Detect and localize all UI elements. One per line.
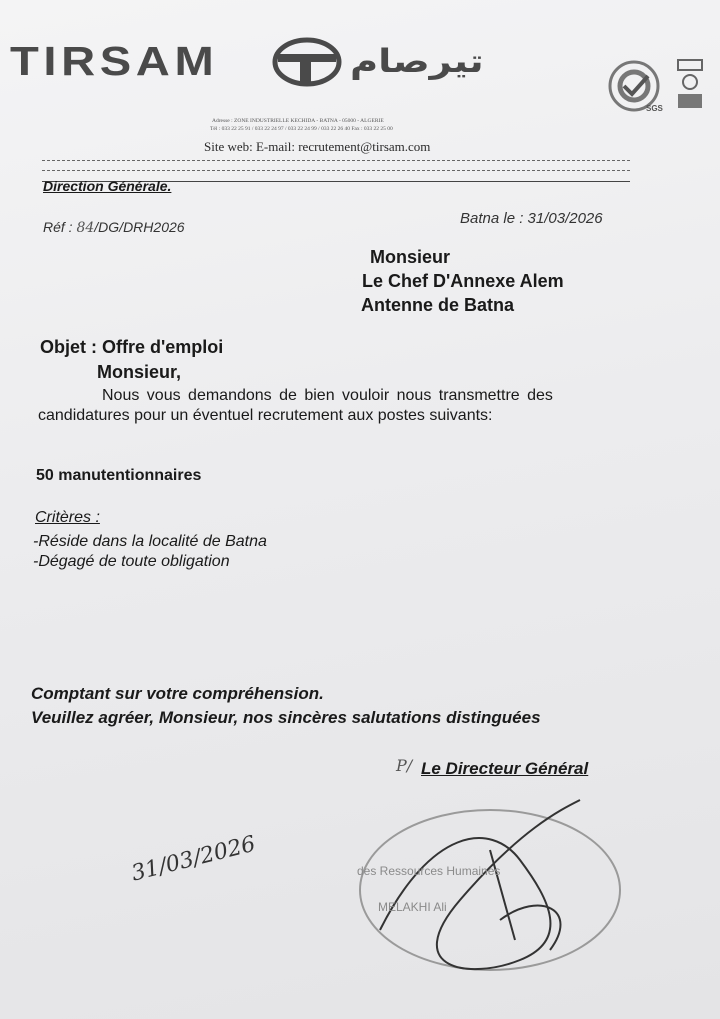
header-divider (42, 170, 630, 171)
header-divider (42, 160, 630, 161)
tirsam-logo-icon (272, 36, 342, 88)
company-phones: Tél : 033 22 25 91 / 033 22 24 97 / 033 22 24 99 / 033 22 26 40 Fax : 033 22 25 00 (210, 126, 393, 132)
positions-count: 50 manutentionnaires (36, 467, 202, 484)
company-logo-latin: TIRSAM (10, 38, 219, 84)
salutation: Monsieur, (97, 362, 182, 382)
recipient-line: Monsieur (370, 247, 451, 267)
recipient-line: Le Chef D'Annexe Alem (362, 271, 564, 291)
reference-prefix: Réf : (43, 219, 73, 235)
stamp-text: MELAKHI Ali (378, 900, 447, 914)
criteria-item: -Réside dans la localité de Batna (33, 533, 267, 550)
ianor-label-icon (672, 52, 708, 118)
handwritten-date: 31/03/2026 (128, 831, 259, 887)
body-text-line: Nous vous demandons de bien vouloir nous transmettre des (102, 387, 553, 404)
closing-line: Comptant sur votre compréhension. (31, 684, 324, 703)
criteria-heading: Critères : (35, 509, 100, 526)
company-address: Adresse : ZONE INDUSTRIELLE KECHIDA - BATNA - 05000 - ALGERIE (212, 118, 384, 124)
stamp-text: des Ressources Humaines (357, 864, 501, 878)
reference-handwritten: 84 (76, 220, 95, 236)
closing-line: Veuillez agréer, Monsieur, nos sincères salutations distinguées (31, 708, 541, 727)
department-heading: Direction Générale. (43, 178, 172, 194)
letter-date: Batna le : 31/03/2026 (460, 210, 603, 227)
recipient-line: Antenne de Batna (361, 295, 515, 315)
signature-stamp-icon (340, 790, 670, 990)
certification-seal-icon (604, 56, 674, 116)
criteria-item: -Dégagé de toute obligation (33, 553, 230, 570)
company-logo-arabic: تيرصام (350, 42, 484, 80)
reference-number (43, 219, 185, 236)
reference-suffix: /DG/DRH2026 (94, 219, 185, 235)
body-text-line: candidatures pour un éventuel recrutement aux postes suivants: (38, 407, 493, 424)
letter-subject: Objet : Offre d'emploi (40, 337, 224, 357)
signer-title: Le Directeur Général (421, 759, 589, 778)
per-order-mark: P/ (396, 756, 413, 775)
certification-label: SGS (646, 104, 663, 113)
company-website-email: Site web: E-mail: recrutement@tirsam.com (204, 139, 431, 154)
